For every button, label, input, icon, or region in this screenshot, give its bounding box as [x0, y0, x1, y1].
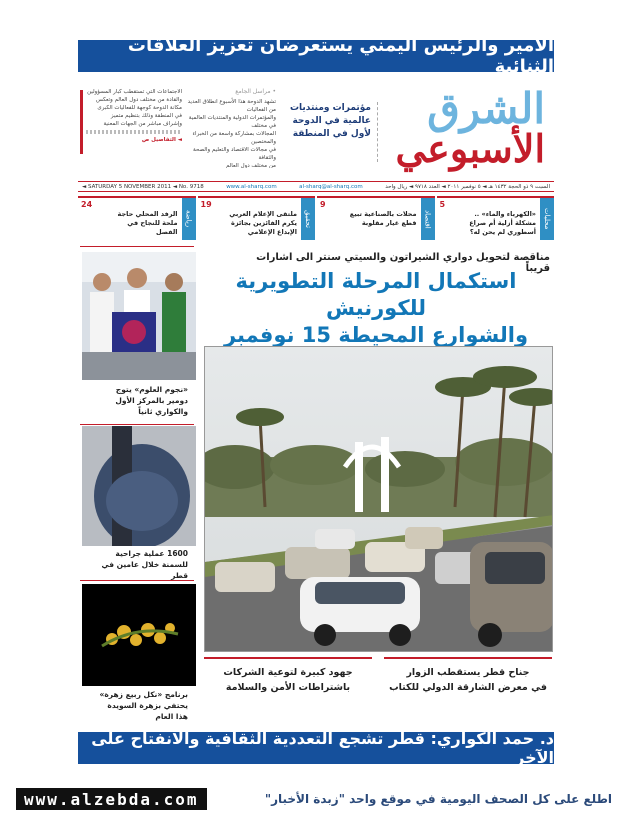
teaser-sports[interactable] — [78, 196, 196, 240]
teaser-line-2: باشتراطات الأمن والسلامة — [225, 682, 351, 693]
contact-email[interactable]: al-sharq@al-sharq.com — [299, 183, 363, 190]
section-label: تحقيق — [301, 198, 315, 240]
column-line: تشهد الدوحة هذا الأسبوع انطلاق العديد من الفعاليات — [187, 99, 276, 113]
sidebar-photo-flower — [82, 584, 196, 686]
issue-date-ar: السبت ٩ ذو الحجة ١٤٣٢ هـ ◄ ٥ نوفمبر ٢٠١١ ◄ العدد ٩٧١٨ ◄ ريال واحد — [385, 183, 550, 190]
issue-info-strip — [78, 181, 554, 192]
section-teaser-row — [78, 196, 554, 240]
teaser-investigation[interactable] — [198, 196, 316, 240]
bottom-teaser-safety[interactable] — [204, 657, 372, 703]
headline-line-2: والشوارع المحيطة 15 نوفمبر — [223, 323, 529, 347]
main-headline[interactable] — [200, 268, 552, 349]
page-number: 9 — [320, 200, 326, 209]
column-line: الاجتماعات التي تستقطب كبار المسؤولين — [87, 89, 182, 95]
left-sidebar — [78, 246, 196, 726]
sidebar-photo-obesity — [82, 426, 196, 546]
science-stars-illustration — [82, 252, 196, 380]
footer-slogan: اطلع على كل الصحف اليومية في موقع واحد "زبدة الأخبار" — [264, 792, 612, 806]
issue-date-en: ◄ SATURDAY 5 NOVEMBER 2011 ◄ No. 9718 — [82, 183, 204, 190]
logo-word-sharq: الشرق — [427, 84, 545, 133]
teaser-line-1: جناح قطر يستقطب الزوار — [406, 667, 530, 678]
teaser-line-1: جهود كبيرة لتوعية الشركات — [223, 667, 353, 678]
column-line: في مجالات الاقتصاد والتعليم والصحة والثقافة — [193, 147, 276, 161]
divider — [80, 246, 194, 247]
page-number: 5 — [439, 200, 446, 209]
teaser-line-2: في معرض الشارقة الدولي للكتاب — [389, 682, 547, 693]
column-line: المجالات بمشاركة واسعة من الخبراء والمختصين — [192, 131, 276, 145]
column-line: والمؤتمرات الدولية والمنتديات العالمية في مختلف — [188, 115, 276, 129]
masthead-column-2 — [86, 88, 182, 168]
logo-word-weekly: الأسبوعي — [395, 126, 545, 171]
main-kicker: مناقصة لتحويل دواري الشيراتون والسيتي سنتر الى اشارات قريباً — [256, 252, 550, 274]
sidebar-caption-science[interactable]: «نجوم العلوم» يتوج دومير بالمركز الأول والكواري ثانياً — [115, 385, 188, 416]
divider — [80, 424, 194, 425]
teaser-text: محلات بالصناعية تبيع قطع غيار مقلوبة — [349, 210, 417, 227]
headline-line-1: استكمال المرحلة التطويرية للكورنيش — [235, 269, 517, 320]
footer-url-link[interactable]: www.alzebda.com — [16, 788, 207, 810]
bottom-teaser-sharjah[interactable] — [384, 657, 552, 703]
divider — [86, 130, 182, 134]
website-url[interactable]: www.al-sharq.com — [226, 183, 277, 190]
flower-illustration — [82, 584, 196, 686]
masthead-accent-bar — [80, 90, 83, 154]
section-label: محليات — [540, 198, 554, 240]
masthead-column-1 — [180, 88, 276, 168]
section-label: اقتصاد — [421, 198, 435, 240]
obesity-illustration — [82, 426, 196, 546]
teaser-economy[interactable] — [317, 196, 435, 240]
bottom-banner-headline[interactable]: د. حمد الكواري: قطر تشجع التعددية الثقافية والانفتاح على الآخر — [78, 732, 554, 764]
masthead-sub-headline[interactable]: مؤتمرات ومنتديات عالمية في الدوحة لأول في المنطقة — [278, 102, 378, 162]
more-link[interactable]: ◄ التفاصيل ص — [141, 137, 182, 143]
teaser-local[interactable] — [437, 196, 555, 240]
top-banner-headline[interactable]: الأمير والرئيس اليمني يستعرضان تعزيز العلاقات الثنائية — [78, 40, 554, 72]
column-line: في المنطقة وذلك بتنظيم متميز — [110, 113, 182, 119]
column-byline: • مراسل الجامع — [235, 88, 276, 95]
teaser-text: «الكهرباء والماء» .. مشكلة أزلية أم صراع أسطوري لم يحن له؟ — [469, 210, 536, 236]
sidebar-caption-obesity[interactable]: 1600 عملية جراحية للسمنة خلال عامين في قطر — [101, 549, 188, 580]
column-line: من مختلف دول العالم — [225, 163, 276, 168]
column-line: والقادة من مختلف دول العالم وتعكس — [95, 97, 182, 103]
section-label: رياضة — [182, 198, 196, 240]
teaser-text: ملتقى الإعلام العربي يكرم الفائزين بجائزة الإبداع الإعلامي — [229, 210, 297, 236]
divider — [80, 580, 194, 581]
column-line: وإشراف مباشر من الجهات المعنية — [103, 121, 182, 127]
main-photo-traffic — [204, 346, 553, 652]
newspaper-logo — [385, 84, 555, 176]
page-number: 19 — [200, 200, 212, 209]
teaser-text: الرفد المحلي حاجة ملحة للنجاح في الفصل — [117, 210, 178, 236]
column-line: مكانة الدوحة كوجهة للفعاليات الكبرى — [97, 105, 182, 111]
page-number: 24 — [81, 200, 93, 209]
traffic-photo-illustration — [205, 347, 553, 652]
sidebar-photo-science-stars — [82, 252, 196, 380]
site-footer — [0, 786, 632, 812]
sidebar-caption-flower[interactable]: برنامج «نكل ربيع زهرة» يحتفي بزهرة السويدة هذا العام — [99, 690, 188, 721]
